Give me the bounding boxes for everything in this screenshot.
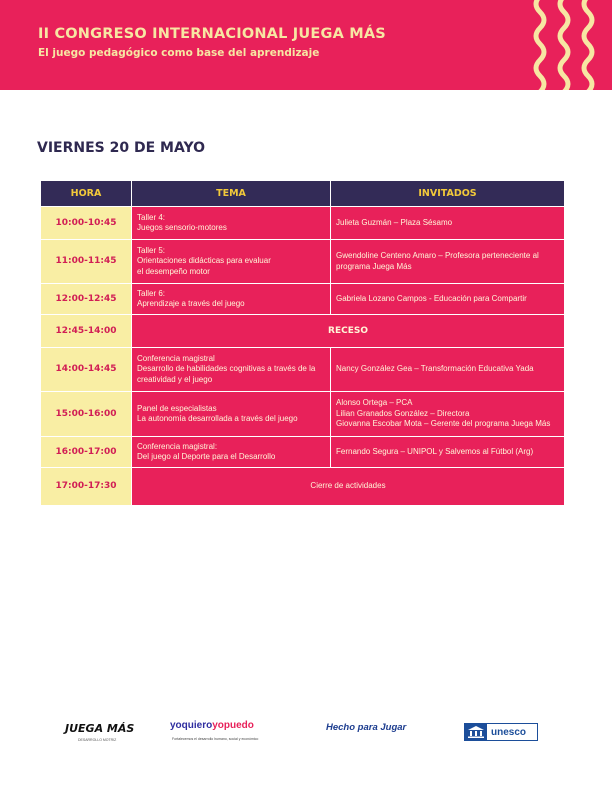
yoquiero-yopuedo-logo	[170, 720, 254, 750]
guest-cell	[331, 207, 565, 240]
unesco-temple-icon	[465, 724, 487, 740]
congress-title: II CONGRESO INTERNACIONAL JUEGA MÁS	[38, 26, 386, 42]
topic-cell	[132, 348, 331, 392]
guest-cell	[331, 240, 565, 284]
yoquiero-text: yoquiero	[170, 720, 213, 731]
guest-line: Nancy González Gea – Transformación Educativa Yada	[336, 364, 534, 374]
topic-line: Desarrollo de habilidades cognitivas a través de la	[137, 364, 316, 374]
time-cell: 12:45-14:00	[41, 315, 132, 348]
unesco-logo	[464, 723, 538, 741]
unesco-text: unesco	[491, 726, 527, 738]
time-cell: 10:00-10:45	[41, 207, 132, 240]
guest-cell	[331, 348, 565, 392]
yoquiero-tagline: Fortalecemos el desarrollo humano, social y económico	[172, 737, 259, 741]
time-cell: 11:00-11:45	[41, 240, 132, 284]
table-row	[41, 284, 565, 315]
guest-line: Giovanna Escobar Mota – Gerente del programa Juega Más	[336, 419, 551, 429]
table-row	[41, 392, 565, 437]
guest-cell	[331, 437, 565, 468]
guest-line: Fernando Segura – UNIPOL y Salvemos al Fútbol (Arg)	[336, 446, 534, 456]
time-cell: 16:00-17:00	[41, 437, 132, 468]
topic-cell	[132, 284, 331, 315]
day-title: VIERNES 20 DE MAYO	[37, 140, 206, 156]
topic-cell	[132, 240, 331, 284]
topic-line: Panel de especialistas	[137, 403, 217, 413]
time-cell: 15:00-16:00	[41, 392, 132, 437]
topic-cell	[132, 437, 331, 468]
page-header	[0, 0, 612, 90]
time-cell: 14:00-14:45	[41, 348, 132, 392]
table-row	[41, 315, 565, 348]
topic-line: Aprendizaje a través del juego	[137, 299, 245, 308]
table-row	[41, 468, 565, 506]
topic-line: creatividad y el juego	[137, 374, 213, 384]
table-row	[41, 437, 565, 468]
topic-cell	[132, 392, 331, 437]
topic-line: La autonomía desarrollada a través del juego	[137, 414, 298, 423]
guest-line: programa Juega Más	[336, 261, 412, 271]
topic-line: Conferencia magistral:	[137, 441, 218, 451]
topic-line: Taller 5:	[137, 245, 166, 255]
guest-line: Julieta Guzmán – Plaza Sésamo	[336, 217, 453, 227]
break-cell: RECESO	[132, 315, 565, 348]
juega-mas-logo: JUEGA MÁS	[65, 722, 135, 735]
table-row	[41, 348, 565, 392]
column-header-invitados: INVITADOS	[331, 181, 565, 207]
topic-line: Taller 6:	[137, 288, 166, 298]
closing-cell: Cierre de actividades	[132, 468, 565, 506]
column-header-hora: HORA	[41, 181, 132, 207]
congress-subtitle: El juego pedagógico como base del aprendizaje	[38, 47, 320, 59]
yopuedo-text: yopuedo	[212, 720, 254, 731]
table-row	[41, 207, 565, 240]
juega-mas-logo-tagline: DESARROLLO MOTRIZ	[78, 738, 117, 742]
guest-line: Lilian Granados González – Directora	[336, 408, 470, 418]
topic-line: Juegos sensorio-motores	[137, 223, 227, 232]
guest-cell	[331, 392, 565, 437]
time-cell: 12:00-12:45	[41, 284, 132, 315]
guest-cell	[331, 284, 565, 315]
hecho-para-jugar-logo: Hecho para Jugar	[326, 722, 407, 733]
table-row	[41, 240, 565, 284]
time-cell: 17:00-17:30	[41, 468, 132, 506]
guest-line: Gabriela Lozano Campos - Educación para Compartir	[336, 293, 527, 303]
guest-line: Gwendoline Centeno Amaro – Profesora perteneciente al	[336, 251, 539, 260]
topic-line: Orientaciones didácticas para evaluar	[137, 256, 271, 266]
topic-line: Taller 4:	[137, 212, 166, 222]
topic-line: el desempeño motor	[137, 266, 210, 276]
sponsor-logos	[0, 718, 612, 748]
topic-cell	[132, 207, 331, 240]
column-header-tema: TEMA	[132, 181, 331, 207]
table-header-row	[41, 181, 565, 207]
wave-decoration-icon	[512, 0, 612, 90]
topic-line: Del juego al Deporte para el Desarrollo	[137, 452, 276, 461]
schedule-table	[40, 180, 565, 506]
guest-line: Alonso Ortega – PCA	[336, 398, 413, 408]
topic-line: Conferencia magistral	[137, 353, 215, 363]
